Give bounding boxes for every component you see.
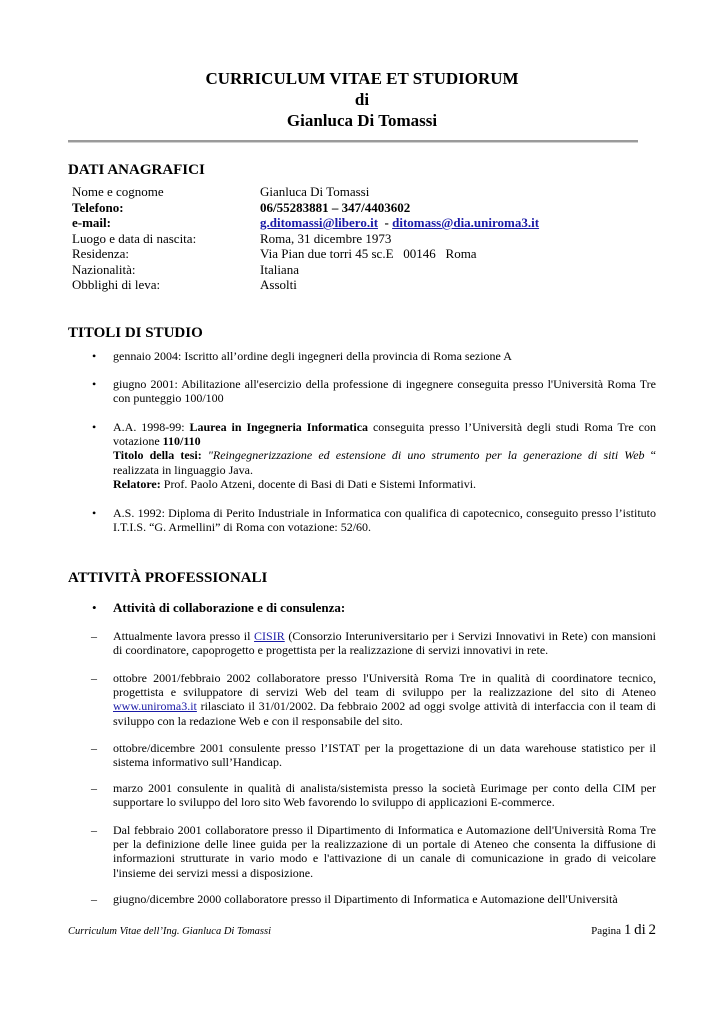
laurea-grade: 110/110 <box>162 434 201 449</box>
section-heading-dati: DATI ANAGRAFICI <box>68 162 205 178</box>
section-heading-titoli: TITOLI DI STUDIO <box>68 325 203 341</box>
thesis-title: "Reingegnerizzazione ed estensione di uno strumento per la generazione di siti Web <box>201 448 645 463</box>
thesis-rest: “ realizzata in linguaggio Java. <box>113 448 656 477</box>
email-link-2[interactable]: ditomass@dia.uniroma3.it <box>392 215 540 230</box>
list-item: giugno 2001: Abilitazione all'esercizio della professione di ingegnere conseguita presso l'Università Roma Tre con punteggio 100/100 <box>113 377 656 406</box>
row-label: e-mail: <box>72 215 111 230</box>
list-item <box>113 629 656 657</box>
document-title <box>0 68 724 131</box>
subsection-heading: Attività di collaborazione e di consulenza: <box>113 600 346 615</box>
bullet-icon: • <box>92 420 97 434</box>
list-item <box>113 671 656 728</box>
cisir-link[interactable]: CISIR <box>254 629 285 643</box>
row-value: Roma, 31 dicembre 1973 <box>260 230 392 246</box>
table-row <box>72 262 539 278</box>
dash-icon: – <box>91 892 97 906</box>
page-word: Pagina <box>591 925 622 937</box>
uniroma3-link[interactable]: www.uniroma3.it <box>113 699 197 714</box>
bullet-icon: • <box>92 506 97 520</box>
section-heading-attivita: ATTIVITÀ PROFESSIONALI <box>68 570 268 586</box>
bullet-icon: • <box>92 600 97 615</box>
footer-caption: Curriculum Vitae dell’Ing. Gianluca Di Tomassi <box>68 926 271 937</box>
list-item: A.S. 1992: Diploma di Perito Industriale in Informatica con qualifica di capotecnico, conseguito presso l’istituto I.T.I.S. “G. Armellini” di Roma con votazione: 52/60. <box>113 506 656 535</box>
list-item: gennaio 2004: Iscritto all’ordine degli ingegneri della provincia di Roma sezione A <box>113 349 512 363</box>
dash-icon: – <box>91 823 97 837</box>
personal-data-table <box>72 184 539 293</box>
row-value: Assolti <box>260 277 297 292</box>
thesis-label: Titolo della tesi: <box>113 448 202 463</box>
list-item: giugno/dicembre 2000 collaboratore presso il Dipartimento di Informatica e Automazione dell'Università <box>113 892 618 906</box>
row-label: Telefono: <box>72 199 124 215</box>
table-row <box>72 184 539 200</box>
bullet-icon: • <box>92 349 97 363</box>
row-label: Obblighi di leva: <box>72 277 161 292</box>
laurea-date: A.A. 1998-99: <box>113 420 190 434</box>
item-text: Attualmente lavora presso il <box>113 629 255 643</box>
page-current: 1 <box>623 922 632 938</box>
table-row <box>72 200 539 216</box>
dash-icon: – <box>91 781 97 795</box>
page-total: 2 <box>648 922 656 938</box>
row-label: Luogo e data di nascita: <box>72 230 197 246</box>
title-divider <box>68 140 638 143</box>
laurea-degree: Laurea in Ingegneria Informatica <box>189 420 369 434</box>
row-label: Nazionalità: <box>72 261 136 277</box>
email-separator: - <box>378 215 393 230</box>
item-text: (Consorzio Interuniversitario per i Servizi Innovativi in Rete) con mansioni di coordinatore, capoprogetto e progettista per la realizzazione di servizi innovativi in rete. <box>113 629 656 658</box>
list-item-laurea <box>113 420 656 491</box>
title-line-1: CURRICULUM VITAE ET STUDIORUM <box>205 69 519 88</box>
row-label: Residenza: <box>72 246 130 261</box>
item-text: rilasciato il 31/01/2002. Da febbraio 2002 ad oggi svolge attività di interfaccia con il team di sviluppo con la redazione Web e con il responsabile del sito. <box>113 699 656 728</box>
page-of: di <box>634 922 646 938</box>
email-link-1[interactable]: g.ditomassi@libero.it <box>260 215 379 230</box>
dash-icon: – <box>91 741 97 755</box>
table-row <box>72 246 539 262</box>
title-line-2: di <box>354 90 370 109</box>
row-value: Via Pian due torri 45 sc.E 00146 Roma <box>260 246 477 261</box>
relatore-label: Relatore: <box>113 476 161 491</box>
table-row <box>72 277 539 293</box>
row-value: Gianluca Di Tomassi <box>260 184 370 199</box>
relatore-text: Prof. Paolo Atzeni, docente di Basi di Dati e Sistemi Informativi. <box>160 476 477 491</box>
row-value: 06/55283881 – 347/4403602 <box>260 199 411 215</box>
list-item: Dal febbraio 2001 collaboratore presso il Dipartimento di Informatica e Automazione dell'Università Roma Tre per la definizione delle linee guida per la realizzazione di un portale di Ateneo che consenta la diffusione di informazioni strutturate in vario modo e l'attivazione di un canale di comunicazione in grado di veicolare l'insieme dei servizi messi a disposizione. <box>113 823 656 880</box>
bullet-icon: • <box>92 377 97 391</box>
item-text: ottobre 2001/febbraio 2002 collaboratore presso l'Università Roma Tre in qualità di coordinatore tecnico, progettista e sviluppatore di servizi Web del team di sviluppo per la realizzazione del sito di Ateneo <box>113 671 656 700</box>
list-item: marzo 2001 consulente in qualità di analista/sistemista presso la società Eurimage per conto della CIM per supportare lo sviluppo del loro sito Web favorendo lo sviluppo di applicazioni E-commerce. <box>113 781 656 810</box>
row-value: Italiana <box>260 261 299 277</box>
table-row <box>72 215 539 231</box>
row-label: Nome e cognome <box>72 184 164 199</box>
table-row <box>72 231 539 247</box>
dash-icon: – <box>91 629 97 643</box>
title-line-3: Gianluca Di Tomassi <box>286 111 438 130</box>
page-number <box>591 922 656 939</box>
laurea-text: conseguita presso l’Università degli studi Roma Tre con votazione <box>113 420 656 449</box>
dash-icon: – <box>91 671 97 685</box>
list-item: ottobre/dicembre 2001 consulente presso l’ISTAT per la progettazione di un data warehouse statistico per il sistema informativo sull’Handicap. <box>113 741 656 770</box>
